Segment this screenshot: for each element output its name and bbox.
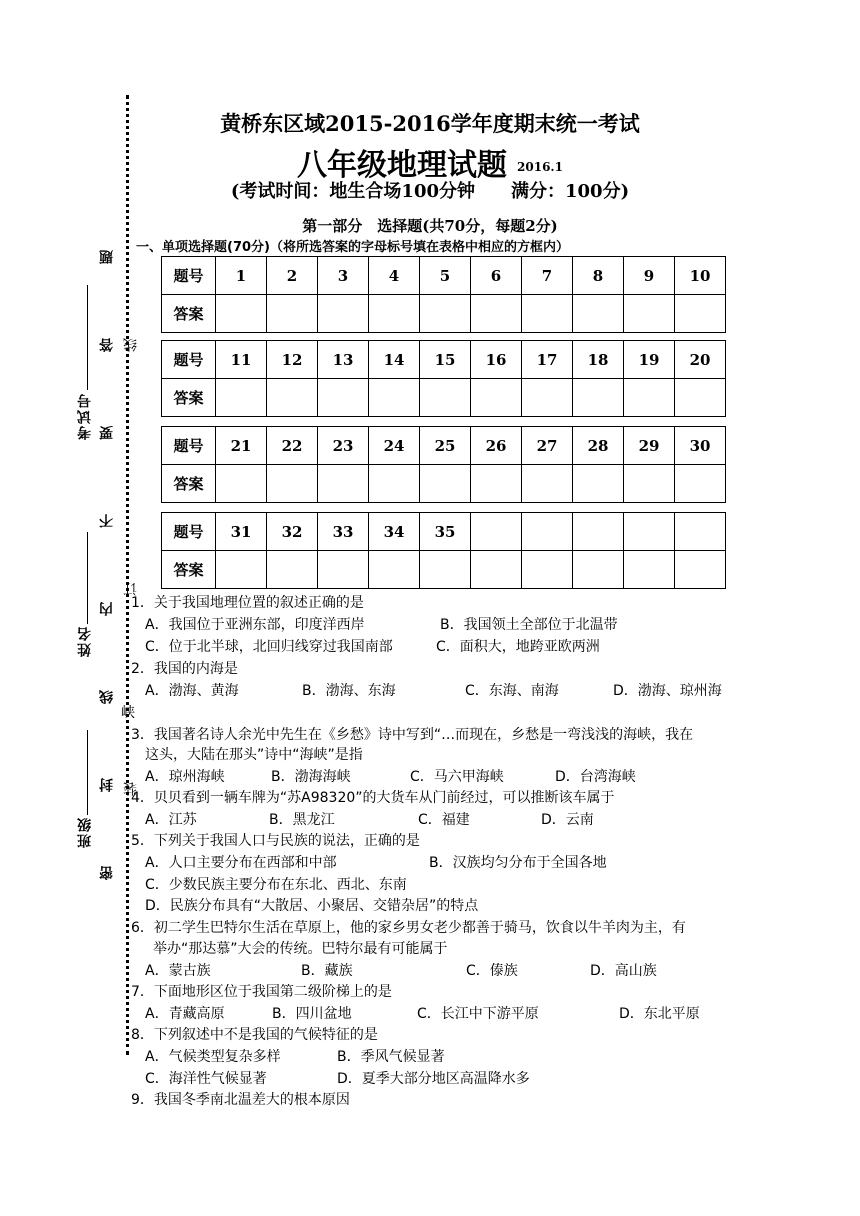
answer-cell[interactable]	[369, 379, 420, 417]
answer-cell[interactable]	[675, 379, 726, 417]
answer-cell[interactable]	[522, 465, 573, 503]
answer-cell[interactable]	[471, 295, 522, 333]
question-number-cell: 3	[318, 257, 369, 295]
answer-cell[interactable]	[675, 465, 726, 503]
answer-cell[interactable]	[420, 465, 471, 503]
subject-title-text: 八年级地理试题	[297, 148, 508, 183]
margin-warning-char: 答	[99, 336, 115, 352]
option: A．青藏高原	[145, 1006, 225, 1022]
question-stem: 7．下面地形区位于我国第二级阶梯上的是	[131, 984, 392, 1000]
question-number-cell: 14	[369, 341, 420, 379]
question-stem: 1．关于我国地理位置的叙述正确的是	[131, 595, 364, 611]
option: A．蒙古族	[145, 963, 211, 979]
exam-date: 2016.1	[517, 160, 563, 174]
answer-cell[interactable]	[369, 465, 420, 503]
answer-cell[interactable]	[267, 379, 318, 417]
margin-line-mark: 订	[123, 580, 139, 596]
option: C．海洋性气候显著	[145, 1071, 267, 1087]
question-number-cell	[624, 513, 675, 551]
question-number-cell: 26	[471, 427, 522, 465]
question-number-cell: 16	[471, 341, 522, 379]
question-stem-cont: 这头，大陆在那头”诗中“海峡”是指	[145, 747, 363, 763]
answer-cell[interactable]	[624, 379, 675, 417]
option: A．渤海、黄海	[145, 683, 239, 699]
answer-cell[interactable]	[318, 551, 369, 589]
option: B．汉族均匀分布于全国各地	[429, 855, 607, 871]
answer-cell[interactable]	[216, 551, 267, 589]
answer-cell[interactable]	[216, 379, 267, 417]
question-number-cell	[675, 513, 726, 551]
part-title: 第一部分 选择题(共70分，每题2分)	[302, 217, 558, 235]
question-number-cell: 15	[420, 341, 471, 379]
question-number-cell: 2	[267, 257, 318, 295]
answer-cell[interactable]	[420, 551, 471, 589]
question-number-cell	[471, 513, 522, 551]
question-stem: 4．贝贝看到一辆车牌为“苏A98320”的大货车从门前经过，可以推断该车属于	[131, 790, 615, 806]
answer-cell[interactable]	[267, 295, 318, 333]
margin-label-class: 班级	[77, 816, 93, 848]
margin-warning-char: 封	[99, 776, 115, 792]
option: B．藏族	[301, 963, 353, 979]
answer-cell[interactable]	[216, 295, 267, 333]
option: C．位于北半球，北回归线穿过我国南部	[145, 639, 393, 655]
question-number-cell: 27	[522, 427, 573, 465]
margin-warning-char: 要	[99, 424, 115, 440]
question-number-cell	[573, 513, 624, 551]
margin-underline-name	[87, 532, 88, 624]
answer-cell[interactable]	[573, 551, 624, 589]
option: A．气候类型复杂多样	[145, 1049, 281, 1065]
answer-table	[161, 512, 726, 589]
question-stem-cont: 举办“那达慕”大会的传统。巴特尔最有可能属于	[153, 941, 448, 957]
question-number-cell: 6	[471, 257, 522, 295]
question-number-cell: 20	[675, 341, 726, 379]
answer-cell[interactable]	[369, 295, 420, 333]
question-number-cell: 23	[318, 427, 369, 465]
margin-label-exam-no: 考试号	[77, 392, 93, 440]
question-number-cell: 31	[216, 513, 267, 551]
margin-underline-exam-no	[87, 285, 88, 390]
answer-cell[interactable]	[573, 465, 624, 503]
answer-cell[interactable]	[624, 295, 675, 333]
answer-cell[interactable]	[675, 295, 726, 333]
answer-cell[interactable]	[318, 295, 369, 333]
binding-dotted-line	[126, 95, 129, 1055]
question-stem: 9．我国冬季南北温差大的根本原因	[131, 1092, 350, 1108]
question-number-cell: 1	[216, 257, 267, 295]
question-number-cell: 33	[318, 513, 369, 551]
option: B．季风气候显著	[337, 1049, 445, 1065]
option: C．长江中下游平原	[417, 1006, 539, 1022]
row-header-question-no: 题号	[162, 513, 216, 551]
answer-cell[interactable]	[675, 551, 726, 589]
option: C．面积大，地跨亚欧两洲	[436, 639, 600, 655]
question-number-cell: 4	[369, 257, 420, 295]
question-number-cell: 5	[420, 257, 471, 295]
answer-cell[interactable]	[318, 465, 369, 503]
question-number-cell: 35	[420, 513, 471, 551]
row-header-question-no: 题号	[162, 257, 216, 295]
option: D．渤海、琼州海	[613, 683, 722, 699]
question-number-cell: 7	[522, 257, 573, 295]
answer-table	[161, 340, 726, 417]
answer-cell[interactable]	[522, 295, 573, 333]
option: A．我国位于亚洲东部，印度洋西岸	[145, 617, 365, 633]
question-number-cell: 30	[675, 427, 726, 465]
question-number-cell: 18	[573, 341, 624, 379]
question-number-cell: 13	[318, 341, 369, 379]
answer-table	[161, 426, 726, 503]
answer-cell[interactable]	[624, 551, 675, 589]
exam-info: (考试时间：地生合场100分钟 满分：100分)	[230, 181, 630, 202]
row-header-answer: 答案	[162, 551, 216, 589]
question-number-cell: 8	[573, 257, 624, 295]
answer-cell[interactable]	[573, 295, 624, 333]
row-header-question-no: 题号	[162, 427, 216, 465]
question-number-cell: 10	[675, 257, 726, 295]
section-instruction: 一、单项选择题(70分)（将所选答案的字母标号填在表格中相应的方框内）	[136, 240, 569, 255]
question-number-cell: 34	[369, 513, 420, 551]
question-number-cell: 25	[420, 427, 471, 465]
option: A．人口主要分布在西部和中部	[145, 855, 337, 871]
question-number-cell: 22	[267, 427, 318, 465]
question-number-cell: 11	[216, 341, 267, 379]
margin-underline-class	[87, 730, 88, 815]
margin-warning-char: 密	[99, 864, 115, 880]
option: D．民族分布具有“大散居、小聚居、交错杂居”的特点	[145, 898, 479, 914]
margin-label-name: 姓名	[77, 625, 93, 657]
option-wrap: 峡	[121, 705, 135, 721]
question-number-cell	[522, 513, 573, 551]
question-number-cell: 9	[624, 257, 675, 295]
question-number-cell: 29	[624, 427, 675, 465]
option: A．琼州海峡	[145, 769, 225, 785]
answer-table	[161, 256, 726, 333]
option: B．四川盆地	[272, 1006, 352, 1022]
option: C．傣族	[466, 963, 518, 979]
question-number-cell: 12	[267, 341, 318, 379]
option: C．少数民族主要分布在东北、西北、东南	[145, 877, 407, 893]
answer-cell[interactable]	[522, 379, 573, 417]
option: B．渤海、东海	[302, 683, 396, 699]
answer-cell[interactable]	[420, 295, 471, 333]
row-header-answer: 答案	[162, 465, 216, 503]
option: C．马六甲海峡	[410, 769, 504, 785]
margin-warning-char: 题	[99, 248, 115, 264]
question-number-cell: 24	[369, 427, 420, 465]
option: D．高山族	[590, 963, 657, 979]
question-stem: 5．下列关于我国人口与民族的说法，正确的是	[131, 833, 420, 849]
answer-cell[interactable]	[471, 551, 522, 589]
answer-cell[interactable]	[318, 379, 369, 417]
margin-line-mark: 装	[123, 780, 139, 796]
margin-line-mark: 线	[123, 336, 139, 352]
question-number-cell: 28	[573, 427, 624, 465]
option: C．东海、南海	[465, 683, 559, 699]
question-stem: 3．我国著名诗人余光中先生在《乡愁》诗中写到“…而现在，乡愁是一弯浅浅的海峡，我在	[131, 727, 694, 743]
row-header-answer: 答案	[162, 379, 216, 417]
margin-warning-char: 内	[99, 600, 115, 616]
row-header-question-no: 题号	[162, 341, 216, 379]
option: C．福建	[418, 812, 470, 828]
option: D．台湾海峡	[555, 769, 636, 785]
option: D．东北平原	[619, 1006, 700, 1022]
option: A．江苏	[145, 812, 197, 828]
answer-cell[interactable]	[216, 465, 267, 503]
option: B．黑龙江	[269, 812, 335, 828]
answer-cell[interactable]	[471, 379, 522, 417]
question-number-cell: 19	[624, 341, 675, 379]
margin-warning-char: 不	[99, 512, 115, 528]
answer-cell[interactable]	[624, 465, 675, 503]
option: B．我国领土全部位于北温带	[440, 617, 618, 633]
question-stem: 8．下列叙述中不是我国的气候特征的是	[131, 1027, 378, 1043]
option: B．渤海海峡	[271, 769, 351, 785]
question-number-cell: 17	[522, 341, 573, 379]
question-number-cell: 21	[216, 427, 267, 465]
answer-cell[interactable]	[522, 551, 573, 589]
option: D．云南	[541, 812, 594, 828]
exam-title: 黄桥东区域2015-2016学年度期末统一考试	[220, 111, 640, 136]
answer-cell[interactable]	[471, 465, 522, 503]
answer-cell[interactable]	[267, 551, 318, 589]
answer-cell[interactable]	[267, 465, 318, 503]
margin-warning-char: 线	[99, 688, 115, 704]
answer-cell[interactable]	[369, 551, 420, 589]
answer-cell[interactable]	[420, 379, 471, 417]
answer-cell[interactable]	[573, 379, 624, 417]
question-stem: 6．初二学生巴特尔生活在草原上，他的家乡男女老少都善于骑马，饮食以牛羊肉为主，有	[131, 920, 686, 936]
row-header-answer: 答案	[162, 295, 216, 333]
option: D．夏季大部分地区高温降水多	[337, 1071, 530, 1087]
question-number-cell: 32	[267, 513, 318, 551]
question-stem: 2．我国的内海是	[131, 661, 238, 677]
